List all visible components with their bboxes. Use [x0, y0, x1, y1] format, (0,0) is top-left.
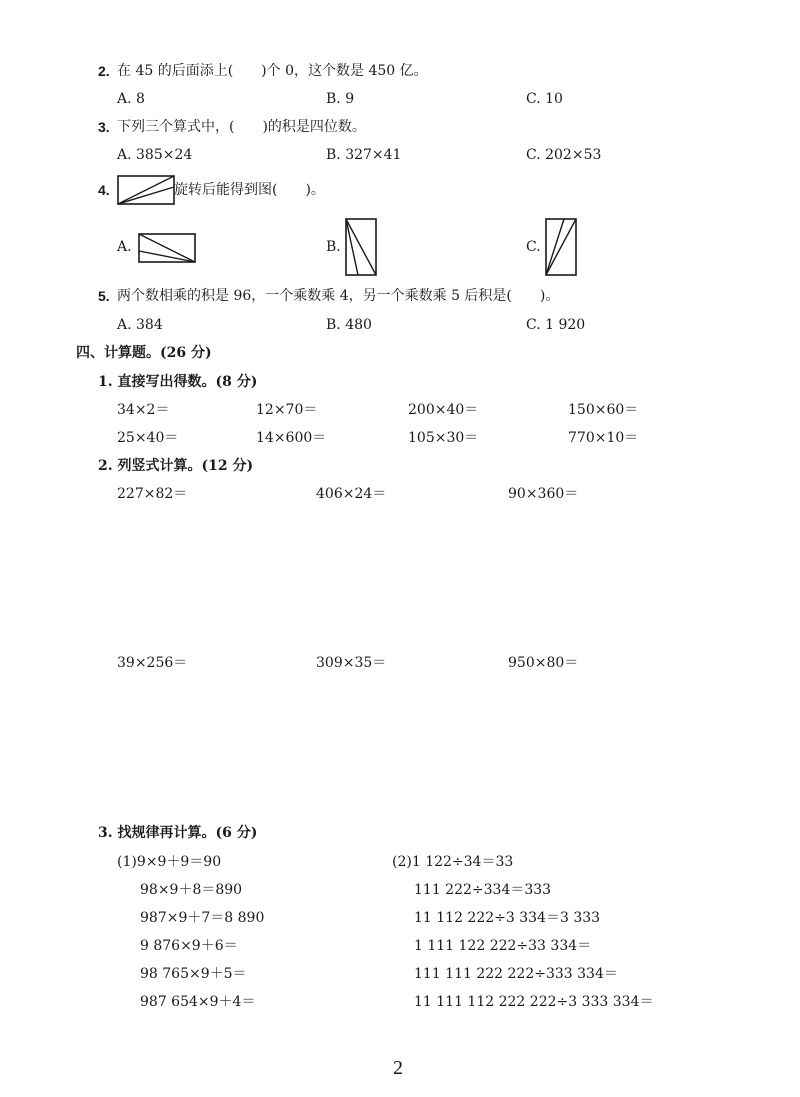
q5-option-c: C. 1 920	[526, 317, 586, 333]
oral-calc-item: 150×60＝	[568, 402, 639, 418]
oral-calc-item: 25×40＝	[117, 430, 179, 446]
q3-option-c: C. 202×53	[526, 147, 602, 163]
q4-stem: 旋转后能得到图( )。	[174, 182, 325, 198]
q4-option-c-figure	[545, 218, 577, 276]
vertical-calc-item: 406×24＝	[316, 486, 387, 502]
vertical-calc-item: 950×80＝	[508, 655, 579, 671]
page-number: 2	[393, 1057, 403, 1079]
part-3-title: 3. 找规律再计算。(6 分)	[98, 825, 258, 841]
oral-calc-item: 34×2＝	[117, 402, 170, 418]
vertical-calc-item: 39×256＝	[117, 655, 188, 671]
q4-source-figure	[117, 175, 175, 205]
q2-option-b: B. 9	[326, 91, 355, 107]
q2-option-c: C. 10	[526, 91, 563, 107]
part-2-title: 2. 列竖式计算。(12 分)	[98, 458, 254, 474]
part-1-title: 1. 直接写出得数。(8 分)	[98, 374, 258, 390]
q5-number: 5.	[98, 288, 110, 304]
q2-number: 2.	[98, 63, 110, 79]
oral-calc-item: 200×40＝	[408, 402, 479, 418]
q4-option-a-label: A.	[117, 239, 132, 255]
pattern-right-line: 111 222÷334＝333	[414, 882, 552, 898]
q3-option-a: A. 385×24	[117, 147, 193, 163]
q4-option-b-label: B.	[326, 239, 341, 255]
q4-option-c-label: C.	[526, 239, 541, 255]
oral-calc-item: 770×10＝	[568, 430, 639, 446]
oral-calc-item: 14×600＝	[256, 430, 327, 446]
q3-stem: 下列三个算式中，( )的积是四位数。	[117, 119, 366, 135]
oral-calc-item: 105×30＝	[408, 430, 479, 446]
pattern-left-line: 98 765×9＋5＝	[140, 966, 247, 982]
vertical-calc-item: 90×360＝	[508, 486, 579, 502]
pattern-left-line: 987 654×9＋4＝	[140, 994, 256, 1010]
oral-calc-item: 12×70＝	[256, 402, 318, 418]
vertical-calc-item: 309×35＝	[316, 655, 387, 671]
pattern-right-line: 111 111 222 222÷333 334＝	[414, 966, 618, 982]
q4-option-a-figure	[138, 233, 196, 263]
q3-option-b: B. 327×41	[326, 147, 402, 163]
vertical-calc-item: 227×82＝	[117, 486, 188, 502]
q4-option-b-figure	[345, 218, 377, 276]
q5-option-b: B. 480	[326, 317, 372, 333]
pattern-right-line: 11 111 112 222 222÷3 333 334＝	[414, 994, 654, 1010]
section-4-title: 四、计算题。(26 分)	[76, 345, 212, 361]
q2-option-a: A. 8	[117, 91, 145, 107]
pattern-left-line: 9 876×9＋6＝	[140, 938, 238, 954]
q2-stem: 在 45 的后面添上( )个 0，这个数是 450 亿。	[117, 63, 428, 79]
pattern-left-line: (1)9×9＋9＝90	[117, 854, 222, 870]
pattern-right-line: 1 111 122 222÷33 334＝	[414, 938, 592, 954]
pattern-right-line: (2)1 122÷34＝33	[392, 854, 514, 870]
q3-number: 3.	[98, 119, 110, 135]
q5-stem: 两个数相乘的积是 96，一个乘数乘 4，另一个乘数乘 5 后积是( )。	[117, 288, 560, 304]
pattern-left-line: 987×9＋7＝8 890	[140, 910, 265, 926]
pattern-left-line: 98×9＋8＝890	[140, 882, 243, 898]
pattern-right-line: 11 112 222÷3 334＝3 333	[414, 910, 601, 926]
q4-number: 4.	[98, 182, 110, 198]
q5-option-a: A. 384	[117, 317, 163, 333]
